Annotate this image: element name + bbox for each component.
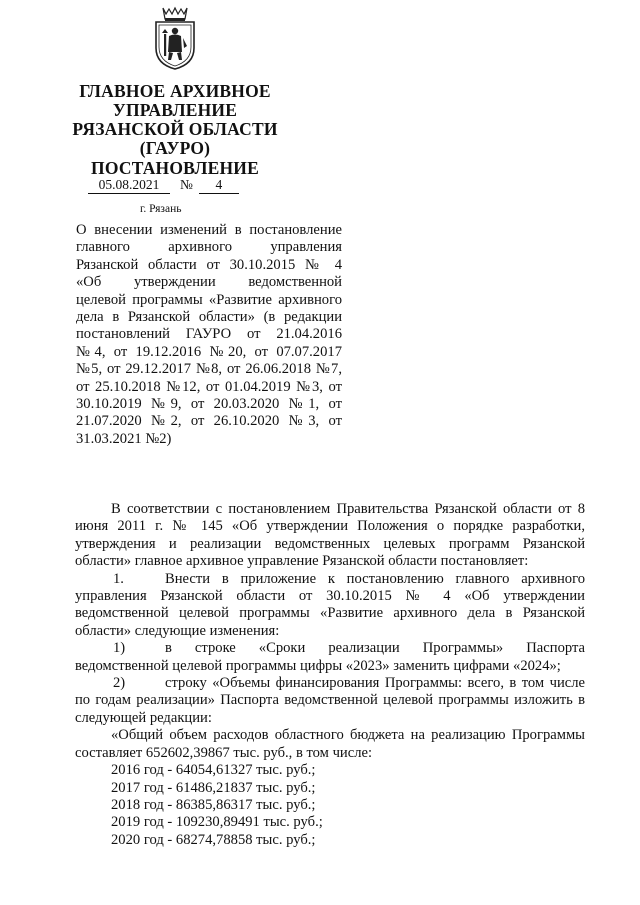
issuer-name-line-1: ГЛАВНОЕ АРХИВНОЕ bbox=[79, 81, 271, 101]
subclause-1 bbox=[75, 640, 585, 675]
subclause-2-text: строку «Объемы финансирования Программы: всего, в том числе по годам реализации» Паспорта ведомственной целевой программы изложить в следующей редакции: bbox=[75, 675, 585, 726]
document-type-title: ПОСТАНОВЛЕНИЕ bbox=[91, 158, 259, 178]
subject-line: дела в Рязанской области» (в редакции bbox=[76, 309, 342, 326]
subject-line: «Об утверждении ведомственной bbox=[76, 274, 342, 291]
funding-quote-paragraph: «Общий объем расходов областного бюджета на реализацию Программы составляет 652602,39867 тыс. руб., в том числе: bbox=[75, 727, 585, 761]
clause-1-text: Внести в приложение к постановлению главного архивного управления Рязанской области от 30.10.2015 № 4 «Об утверждении ведомственной целевой программы «Развитие архивного дела в Рязанской области» следующие изменения: bbox=[75, 570, 585, 639]
document-subject bbox=[76, 222, 342, 448]
subject-line: О внесении изменений в постановление bbox=[76, 222, 342, 238]
subject-line: 21.07.2020 №2, от 26.10.2020 №3, от bbox=[76, 413, 342, 430]
subject-line: главного архивного управления bbox=[76, 239, 342, 256]
number-sign: № bbox=[180, 177, 193, 192]
subject-line: постановлений ГАУРО от 21.04.2016 bbox=[76, 326, 342, 343]
funding-year-line: 2017 год - 61486,21837 тыс. руб.; bbox=[111, 779, 316, 796]
clause-1 bbox=[75, 571, 585, 641]
subclause-2 bbox=[75, 675, 585, 727]
issuer-name-line-3: РЯЗАНСКОЙ ОБЛАСТИ bbox=[72, 119, 278, 139]
subject-line: от 25.10.2018 №12, от 01.04.2019 №3, от bbox=[76, 378, 342, 395]
funding-year-line: 2018 год - 86385,86317 тыс. руб.; bbox=[111, 796, 316, 813]
subject-line: 30.10.2019 №9, от 20.03.2020 №1, от bbox=[76, 396, 342, 413]
date-number-line bbox=[88, 177, 239, 194]
subclause-2-marker: 2) bbox=[113, 675, 126, 692]
funding-year-line: 2016 год - 64054,61327 тыс. руб.; bbox=[111, 762, 316, 779]
subject-line: целевой программы «Развитие архивного bbox=[76, 291, 342, 308]
issuer-abbreviation: (ГАУРО) bbox=[139, 138, 211, 158]
funding-year-line: 2019 год - 109230,89491 тыс. руб.; bbox=[111, 814, 323, 831]
funding-year-line: 2020 год - 68274,78858 тыс. руб.; bbox=[111, 831, 316, 848]
issuer-name-line-2: УПРАВЛЕНИЕ bbox=[112, 100, 238, 120]
document-date: 05.08.2021 bbox=[88, 177, 170, 194]
subject-line: №5, от 29.12.2017 №8, от 26.06.2018 №7, bbox=[76, 361, 342, 378]
subclause-1-text: в строке «Сроки реализации Программы» Паспорта ведомственной целевой программы цифры «2023» заменить цифрами «2024»; bbox=[75, 640, 585, 674]
clause-1-marker: 1. bbox=[113, 570, 124, 587]
document-body bbox=[75, 501, 585, 849]
subject-line: Рязанской области от 30.10.2015 № 4 bbox=[76, 256, 342, 273]
issuer-header bbox=[60, 82, 290, 178]
subject-line: 31.03.2021 №2) bbox=[76, 430, 172, 447]
subclause-1-marker: 1) bbox=[113, 640, 126, 657]
coat-of-arms-emblem bbox=[153, 6, 197, 70]
city-label: г. Рязань bbox=[140, 203, 182, 215]
preamble-paragraph: В соответствии с постановлением Правительства Рязанской области от 8 июня 2011 г. № 145 «Об утверждении Положения о порядке разработки, утверждения и реализации ведомственных целевых программ Рязанской области» главное архивное управление Рязанской области постановляет: bbox=[75, 501, 585, 570]
subject-line: №4, от 19.12.2016 №20, от 07.07.2017 bbox=[76, 343, 342, 360]
document-number: 4 bbox=[199, 177, 239, 194]
